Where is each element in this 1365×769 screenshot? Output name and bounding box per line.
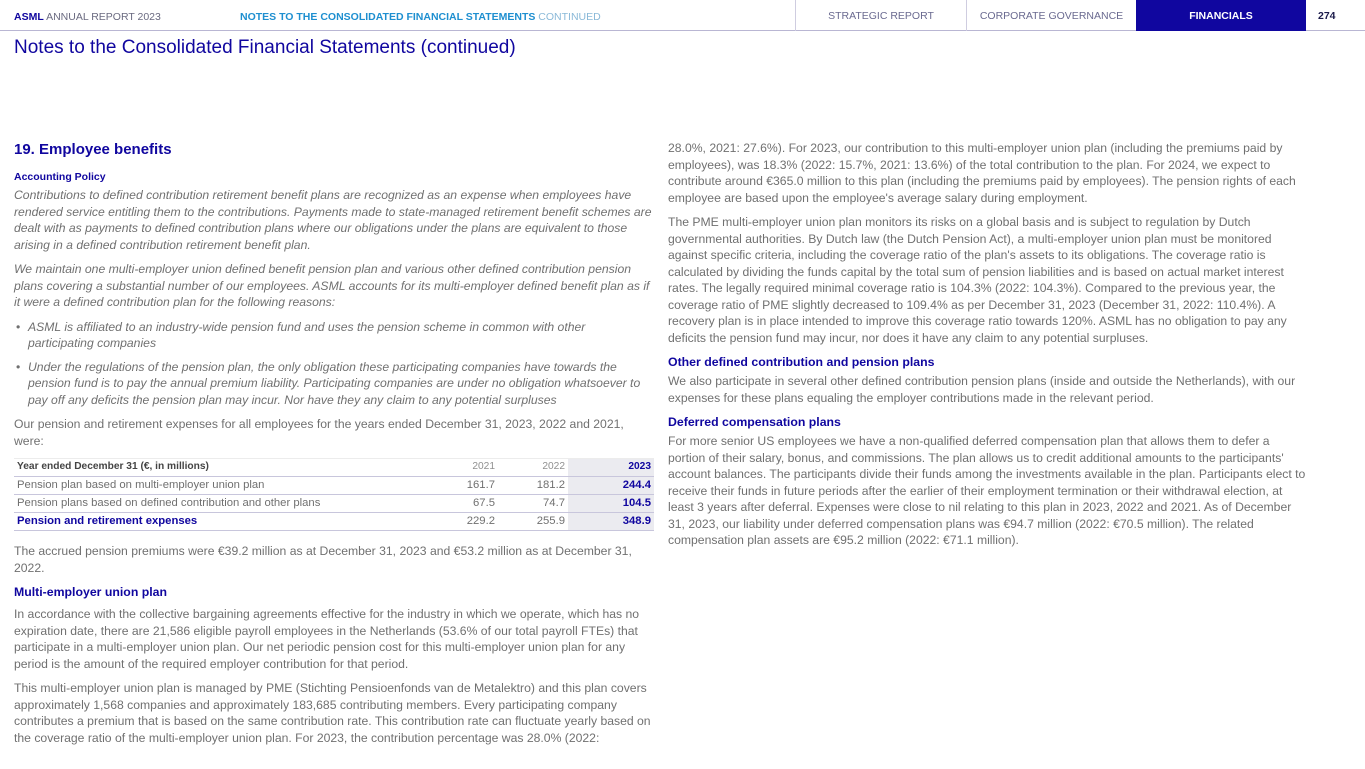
reasons-list (14, 319, 654, 409)
report-brand[interactable] (14, 11, 161, 23)
row-label: Pension plan based on multi-employer union plan (14, 477, 428, 495)
right-column (668, 140, 1308, 557)
value-2023: 104.5 (568, 495, 654, 513)
note-heading: 19. Employee benefits (14, 141, 172, 158)
column-header-2022: 2022 (498, 459, 568, 477)
left-column (14, 140, 654, 754)
deferred-compensation-paragraph: For more senior US employees we have a non-qualified deferred compensation plan that allows them to defer a portion of their salary, bonus, and commissions. The plan allows us to credit additional amounts to the participants' account balances. The participants divide their funds among the investments available in the plan. Participants elect to receive their funds in future periods after the earlier of their employment termination or their withdrawal election, at least 3 years after deferral. Expenses were close to nil relating to this plan in 2023, 2022 and 2021. As of December 31, 2023, our liability under deferred compensation plans was €94.7 million (2022: €70.5 million). The related compensation plan assets are €95.2 million (2022: €71.1 million). (668, 434, 1306, 547)
brand-subtitle: ANNUAL REPORT 2023 (43, 11, 161, 23)
accounting-policy-label: Accounting Policy (14, 171, 106, 183)
column-header-2023: 2023 (568, 459, 654, 477)
pension-expenses-table (14, 458, 654, 531)
nav-tab-financials[interactable]: FINANCIALS (1136, 0, 1306, 31)
row-label: Pension plans based on defined contribution and other plans (14, 495, 428, 513)
total-2023: 348.9 (568, 513, 654, 531)
total-2021: 229.2 (428, 513, 498, 531)
multi-employer-heading: Multi-employer union plan (14, 585, 168, 599)
multi-employer-paragraph-1: In accordance with the collective bargaining agreements effective for the industry in which we operate, which has no expiration date, there are 21,586 eligible payroll employees in the Netherlands (53.6% of our total payroll FTEs) that participate in a multi-employer union plan. Our net periodic pension cost for this multi-employer union plan for any period is the amount of the required employer contribution for that period. (14, 607, 640, 671)
table-intro: Our pension and retirement expenses for all employees for the years ended December 31, 2023, 2022 and 2021, were: (14, 417, 624, 448)
nav-tab-corporate-governance[interactable]: CORPORATE GOVERNANCE (966, 0, 1136, 31)
other-plans-paragraph: We also participate in several other defined contribution pension plans (inside and outside the Netherlands), with our expenses for these plans equaling the employer contributions made in the relevant period. (668, 374, 1296, 405)
table-header-row (14, 459, 654, 477)
page-title: Notes to the Consolidated Financial Statements (continued) (14, 37, 516, 58)
value-2022: 74.7 (498, 495, 568, 513)
pme-coverage-paragraph: The PME multi-employer union plan monitors its risks on a global basis and is subject to regulation by Dutch governmental authorities. By Dutch law (the Dutch Pension Act), a multi-employer union plan must be monitored against specific criteria, including the coverage ratio of the plan's assets to its obligations. The coverage ratio is calculated by dividing the funds capital by the total sum of pension liabilities and is based on actual market interest rates. The legally required minimal coverage ratio is 104.3% (2022: 104.3%). Compared to the previous year, the coverage ratio of PME slightly decreased to 109.4% as per December 31, 2023 (December 31, 2022: 110.4%). A recovery plan is in place intended to improve this coverage ratio towards 120%. ASML has no obligation to pay any deficits the pension fund may incur, nor does it have any claim to any potential surpluses. (668, 215, 1287, 345)
section-breadcrumb[interactable] (240, 11, 601, 23)
accrued-premiums-paragraph: The accrued pension premiums were €39.2 million as at December 31, 2023 and €53.2 million as at December 31, 2022. (14, 544, 632, 575)
policy-paragraph-2: We maintain one multi-employer union defined benefit pension plan and various other defined contribution pension plans covering a substantial number of our employees. ASML accounts for its multi-employer defined benefit plan as if it were a defined contribution plan for the following reasons: (14, 262, 650, 309)
multi-employer-paragraph-2: This multi-employer union plan is managed by PME (Stichting Pensioenfonds van de Metalektro) and this plan covers approximately 1,568 companies and approximately 183,685 contributing members. Every participating company contributes a premium that is based on the same contribution rate. This contribution rate can fluctuate yearly based on the coverage ratio of the multi-employer union plan. For 2023, the contribution percentage was 28.0% (2022: (14, 681, 651, 745)
reason-bullet: • ASML is affiliated to an industry-wide pension fund and uses the pension scheme in common with other participating companies (14, 319, 654, 352)
reason-bullet: • Under the regulations of the pension plan, the only obligation these participating companies have towards the pension fund is to pay the annual premium liability. Participating companies are under no obligation whatsoever to pay off any deficits the pension plan may incur. Nor have they any claim to any potential surpluses (14, 359, 654, 409)
value-2022: 181.2 (498, 477, 568, 495)
nav-tab-strategic-report[interactable]: STRATEGIC REPORT (795, 0, 966, 31)
top-header-bar (0, 0, 1365, 31)
page-number: 274 (1318, 9, 1336, 22)
table-row (14, 477, 654, 495)
value-2021: 161.7 (428, 477, 498, 495)
value-2023: 244.4 (568, 477, 654, 495)
section-continued: CONTINUED (535, 11, 601, 23)
brand-name: ASML (14, 11, 44, 23)
table-total-row (14, 513, 654, 531)
column-header-label: Year ended December 31 (€, in millions) (14, 459, 428, 477)
other-plans-heading: Other defined contribution and pension plans (668, 355, 935, 369)
total-label: Pension and retirement expenses (14, 513, 428, 531)
deferred-compensation-heading: Deferred compensation plans (668, 415, 841, 429)
value-2021: 67.5 (428, 495, 498, 513)
column-header-2021: 2021 (428, 459, 498, 477)
contribution-continued-paragraph: 28.0%, 2021: 27.6%). For 2023, our contribution to this multi-employer union plan (including the premiums paid by employees), was 18.3% (2022: 15.7%, 2021: 13.6%) of the total contribution to the plan. For 2024, we expect to contribute around €365.0 million to this plan (including the premiums paid by employees). The pension rights of each employee are based upon the employee's average salary during employment. (668, 141, 1296, 205)
total-2022: 255.9 (498, 513, 568, 531)
section-name: NOTES TO THE CONSOLIDATED FINANCIAL STATEMENTS (240, 11, 536, 23)
table-row (14, 495, 654, 513)
policy-paragraph-1: Contributions to defined contribution retirement benefit plans are recognized as an expense when employees have rendered service entitling them to the contributions. Payments made to state-managed retirement benefit schemes are dealt with as payments to defined contribution plans where our obligations under the plans are equivalent to those arising in a defined contribution retirement benefit plan. (14, 188, 652, 252)
